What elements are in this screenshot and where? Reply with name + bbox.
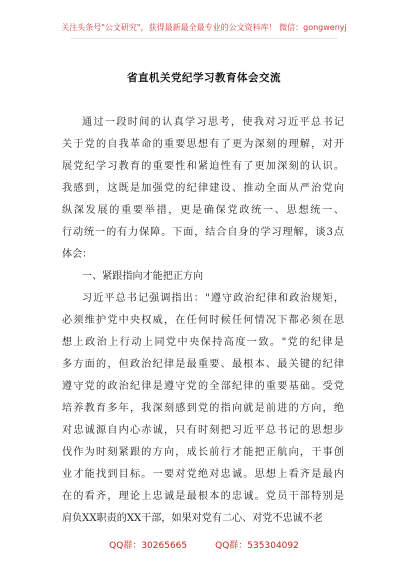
header-divider — [70, 38, 338, 39]
paragraph-line: 我感到，这既是加强党的纪律建设、推动全面从严治党向 — [62, 183, 344, 194]
paragraph-line: 在的看齐，理论上忠诚是最根本的忠诚。党员干部特别是 — [62, 491, 344, 502]
paragraph-line: 想上政治上行动上同党中央保持高度一致。"党的纪律是 — [62, 337, 344, 348]
header-banner: 关注头条号"公文研究"，获得最新最全最专业的公文资料库！ 微信：gongwenyj — [61, 23, 347, 32]
paragraph-line: 肩负XX职责的XX干部，如果对党有二心、对党不忠诚不老 — [62, 513, 323, 524]
paragraph-line: 业才能找到目标。一要对党绝对忠诚。思想上看齐是最内 — [62, 469, 344, 480]
paragraph-line: 行动统一的有力保障。下面，结合自身的学习理解，谈3点 — [62, 227, 344, 238]
paragraph-line: 体会： — [62, 249, 93, 260]
paragraph-line: 关于党的自我革命的重要思想有了更为深刻的理解，对开 — [62, 139, 344, 150]
footer-qq-group-2: QQ群：535304092 — [215, 541, 299, 551]
paragraph-line: 遵守党的政治纪律是遵守党的全部纪律的重要基础。受党 — [62, 381, 344, 392]
section-heading: 一、紧跟指向才能把正方向 — [82, 271, 204, 282]
paragraph-line: 多方面的，但政治纪律是最重要、最根本、最关键的纪律 — [62, 359, 344, 370]
paragraph-line: 习近平总书记强调指出："遵守政治纪律和政治规矩， — [82, 293, 344, 304]
footer-contacts — [0, 538, 408, 551]
document-body — [62, 112, 344, 530]
paragraph-line: 对忠诚源自内心赤诚，只有时刻把习近平总书记的思想步 — [62, 425, 344, 436]
paragraph-line: 培养教育多年，我深刻感到党的指向就是前进的方向，绝 — [62, 403, 344, 414]
paragraph-line: 展党纪学习教育的重要性和紧迫性有了更加深刻的认识。 — [62, 161, 344, 172]
paragraph-line: 纵深发展的重要举措，更是确保党政统一、思想统一、 — [62, 205, 344, 216]
paragraph-line: 伐作为时刻紧跟的方向，成长前行才能把正航向，干事创 — [62, 447, 344, 458]
paragraph-line: 通过一段时间的认真学习思考，使我对习近平总书记 — [82, 117, 344, 128]
document-title: 省直机关党纪学习教育体会交流 — [127, 72, 281, 84]
footer-qq-group-1: QQ群：30265665 — [109, 541, 188, 551]
paragraph-line: 必须维护党中央权威，在任何时候任何情况下都必须在思 — [62, 315, 344, 326]
